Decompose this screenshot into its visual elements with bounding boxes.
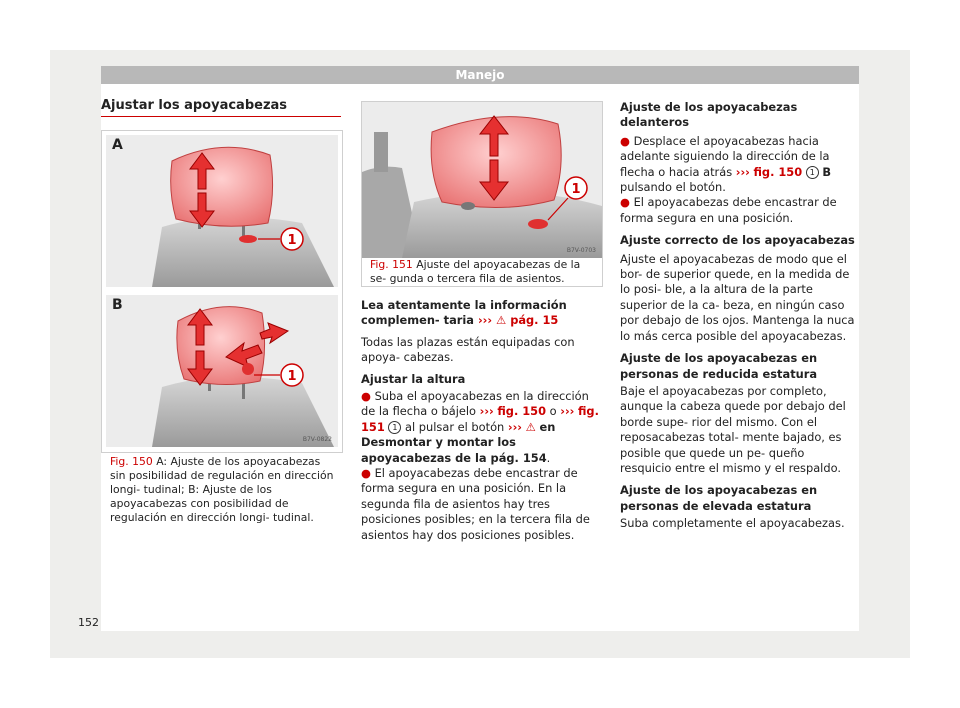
fig-151-link[interactable]: fig. 151 <box>361 404 599 434</box>
paragraph: Ajuste el apoyacabezas de modo que el bor- de superior quede, en la medida de lo posi- ble, a la altura de la parte superior de la ca- beza, en ningún caso por debajo de los ojos. Mantenga la nuca lo más cerca posible del apoyacabezas. <box>620 251 855 343</box>
section-title: Ajustar los apoyacabezas <box>101 98 341 117</box>
bullet-text: al pulsar el botón <box>405 419 505 434</box>
chapter-header <box>101 66 859 84</box>
bullet-text: Suba el apoyacabezas en la dirección de la flecha o bájelo <box>361 389 589 419</box>
bullet-icon: ● <box>620 195 630 210</box>
right-column <box>620 100 856 532</box>
figure-150-caption <box>110 455 335 525</box>
intro-paragraph: Todas las plazas están equipadas con apoya- cabezas. <box>361 334 575 365</box>
middle-column <box>361 298 601 543</box>
ref-arrows: ››› <box>735 164 750 179</box>
caption-text: Ajuste del apoyacabezas de la se- gunda o tercera fila de asientos. <box>370 258 581 285</box>
paragraph: Suba completamente el apoyacabezas. <box>620 516 845 531</box>
warning-text: Lea atentamente la información complemen- taria <box>361 298 567 328</box>
release-button <box>242 363 254 375</box>
chapter-title: Manejo <box>455 68 505 82</box>
figure-code: B7V-0822 <box>302 436 332 443</box>
fig-150-link[interactable]: fig. 150 <box>497 404 547 419</box>
figure-151-caption <box>370 258 595 286</box>
headrest-socket <box>461 202 475 210</box>
subheading-tall: Ajuste de los apoyacabezas en personas de elevada estatura <box>620 483 818 513</box>
bullet-bold-text: en Desmontar y montar los apoyacabezas de la pág. 154 <box>361 419 556 465</box>
callout-number: 1 <box>571 182 581 197</box>
bullet-text: o <box>549 404 557 419</box>
bullet-item <box>620 195 856 226</box>
ref-arrows: ››› <box>560 404 575 419</box>
bullet-icon: ● <box>361 466 371 481</box>
page-number: 152 <box>78 616 99 629</box>
figure-150 <box>101 130 343 453</box>
figure-ref: Fig. 151 <box>370 258 413 271</box>
subheading-short: Ajuste de los apoyacabezas en personas de reducida estatura <box>620 351 818 381</box>
warning-page-link[interactable]: pág. 15 <box>510 313 559 328</box>
subheading-height: Ajustar la altura <box>361 371 466 386</box>
panel-ref: B <box>822 164 832 179</box>
warning-icon: ⚠ <box>496 313 507 328</box>
subheading-correct: Ajuste correcto de los apoyacabezas <box>620 233 855 248</box>
warning-icon: ⚠ <box>525 419 536 434</box>
bullet-item <box>361 466 601 543</box>
figure-150-illustration <box>102 131 342 452</box>
panel-b-label: B <box>112 297 123 313</box>
panel-divider <box>106 287 338 295</box>
ref-arrows: ››› <box>479 404 494 419</box>
fig-150-link[interactable]: fig. 150 <box>753 164 803 179</box>
ref-arrows: ››› <box>507 419 522 434</box>
callout-badge: 1 <box>806 166 819 179</box>
subheading-front: Ajuste de los apoyacabezas delanteros <box>620 100 798 130</box>
callout-number: 1 <box>287 369 297 384</box>
paragraph: Baje el apoyacabezas por completo, aunque la cabeza quede por debajo del borde supe- rior del mismo. Con el reposacabezas total- mente bajado, es posible que quede un pe- queño resquicio entre el mismo y el respaldo. <box>620 383 846 475</box>
bullet-item <box>620 134 856 196</box>
bullet-text: El apoyacabezas debe encastrar de forma segura en una posición. <box>620 195 837 225</box>
release-button <box>528 219 548 229</box>
figure-code: B7V-0703 <box>566 247 596 254</box>
bullet-text: Desplace el apoyacabezas hacia adelante siguiendo la dirección de la flecha o hacia atrás <box>620 133 830 179</box>
headrest-a <box>171 147 273 226</box>
warning-note <box>361 298 601 329</box>
headrest-post-left <box>374 132 388 172</box>
bullet-text: pulsando el botón. <box>620 180 726 195</box>
callout-number: 1 <box>287 233 297 248</box>
bullet-text: El apoyacabezas debe encastrar de forma segura en una posición. En la segunda fila de asientos hay tres posiciones posibles; en la tercera fila de asientos hay dos posiciones posibles. <box>361 466 590 542</box>
release-button <box>239 235 257 243</box>
bullet-icon: ● <box>620 133 630 148</box>
caption-text: A: Ajuste de los apoyacabezas sin posibilidad de regulación en dirección longi- tudinal; B: Ajuste de los apoyacabezas con posibilidad de regulación en dirección longi- tudinal. <box>110 455 334 524</box>
callout-badge: 1 <box>388 421 401 434</box>
ref-arrows: ››› <box>477 313 493 328</box>
figure-151-illustration <box>362 102 602 258</box>
bullet-item: ● Suba el apoyacabezas en la dirección de la flecha o bájelo ››› fig. 150 o ››› fig. 151 1 al pulsar el botón ››› ⚠ en Desmontar y montar los apoyacabezas de la pág. 154. <box>361 389 599 465</box>
panel-a-label: A <box>112 137 123 153</box>
bullet-icon: ● <box>361 389 371 404</box>
figure-ref: Fig. 150 <box>110 455 153 468</box>
